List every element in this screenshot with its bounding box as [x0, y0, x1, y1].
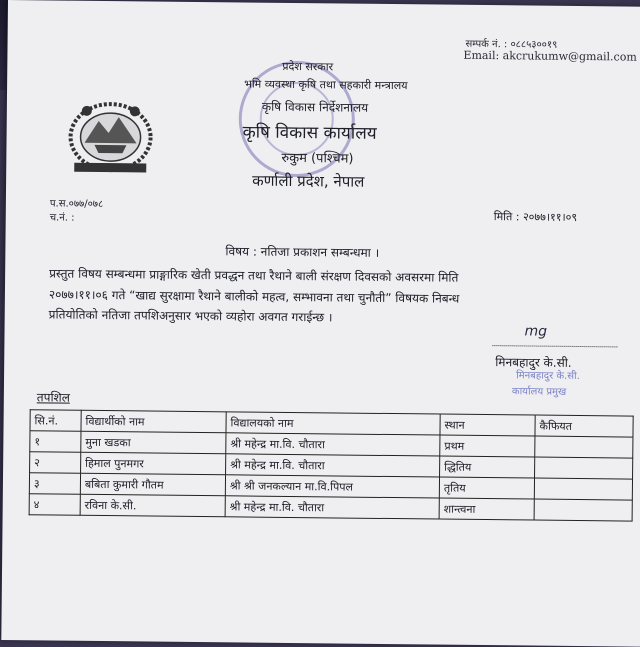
letter-number: प.स.०७७/०७८: [49, 198, 104, 211]
header-school-name: विद्यालयको नाम: [226, 412, 440, 435]
cell-student: मुना खडका: [81, 431, 226, 454]
office-line-1: प्रदेश सरकार: [282, 59, 334, 74]
cell-remarks: [535, 436, 633, 458]
office-title: कृषि विकास कार्यालय: [242, 122, 377, 144]
body-line-1: प्रस्तुत विषय सम्बन्धमा प्राङ्गारिक खेती प्रवद्धन तथा रैथाने बाली संरक्षण दिवसको अवसरमा मिति: [49, 266, 459, 285]
header-student-name: विद्यार्थीको नाम: [81, 410, 226, 433]
body-line-3: प्रतियोतिको नतिजा तपशिअनुसार भएको व्यहोरा अवगत गराईन्छ ।: [48, 307, 333, 325]
contact-phone: सम्पर्क नं. : ०८८५३००१९: [465, 38, 558, 51]
office-line-3: कृषि विकास निर्देशनालय: [261, 99, 369, 115]
cell-remarks: [535, 457, 633, 479]
cell-position: द्धितिय: [440, 456, 535, 478]
cell-remarks: [534, 478, 632, 500]
details-heading: तपशिल: [36, 390, 70, 405]
letter-subject: विषय : नतिजा प्रकाशन सम्बन्धमा ।: [225, 244, 380, 260]
cell-position: प्रथम: [440, 435, 535, 457]
office-province: कर्णाली प्रदेश, नेपाल: [252, 171, 365, 191]
header-position: स्थान: [440, 414, 535, 436]
cell-position: शान्त्वना: [439, 498, 534, 520]
body-line-2: २०७७।११।०६ गते “खाद्य सुरक्षामा रैथाने बालीको महत्व, सम्भावना तथा चुनौती” विषयक निबन्ध: [48, 287, 460, 306]
letter-page: [1, 0, 640, 647]
signature-stamp-title: कार्यालय प्रमुख: [511, 386, 567, 398]
signature-line: [492, 345, 617, 347]
cell-student: बबिता कुमारी गौतम: [80, 473, 225, 496]
header-serial: सि.नं.: [30, 410, 81, 432]
cell-remarks: [534, 499, 632, 521]
cell-school: श्री श्री जनकल्यान मा.वि.पिपल: [225, 475, 439, 498]
cell-student: रविना के.सी.: [80, 494, 225, 517]
cell-position: तृतिय: [439, 477, 534, 499]
signatory-name: मिनबहादुर के.सी.: [495, 355, 572, 370]
cell-serial: ३: [29, 473, 80, 495]
signature-stamp-name: मिनबहादुर के.सी.: [516, 370, 580, 383]
cell-school: श्री महेन्द्र मा.वि. चौतारा: [225, 496, 439, 519]
results-table: [29, 409, 634, 521]
cell-serial: ४: [29, 494, 80, 516]
cell-serial: १: [30, 431, 81, 453]
office-district: रुकुम (पश्चिम): [281, 150, 354, 167]
cell-serial: २: [30, 452, 81, 474]
cell-school: श्री महेन्द्र मा.वि. चौतारा: [226, 433, 440, 456]
letter-date: मिति : २०७७।११।०९: [493, 210, 578, 224]
contact-email: Email: akcrukumw@gmail.com: [463, 48, 637, 64]
cell-student: हिमाल पुनमगर: [81, 452, 226, 475]
nepal-emblem-icon: [64, 97, 157, 178]
signature-initials: mg: [524, 323, 548, 340]
header-remarks: कैफियत: [535, 415, 633, 437]
dispatch-number: च.नं. :: [49, 212, 75, 224]
cell-school: श्री महेन्द्र मा.वि. चौतारा: [226, 454, 440, 477]
office-line-2: भमि व्यवस्था कृषि तथा सहकारी मन्त्रालय: [244, 77, 408, 93]
